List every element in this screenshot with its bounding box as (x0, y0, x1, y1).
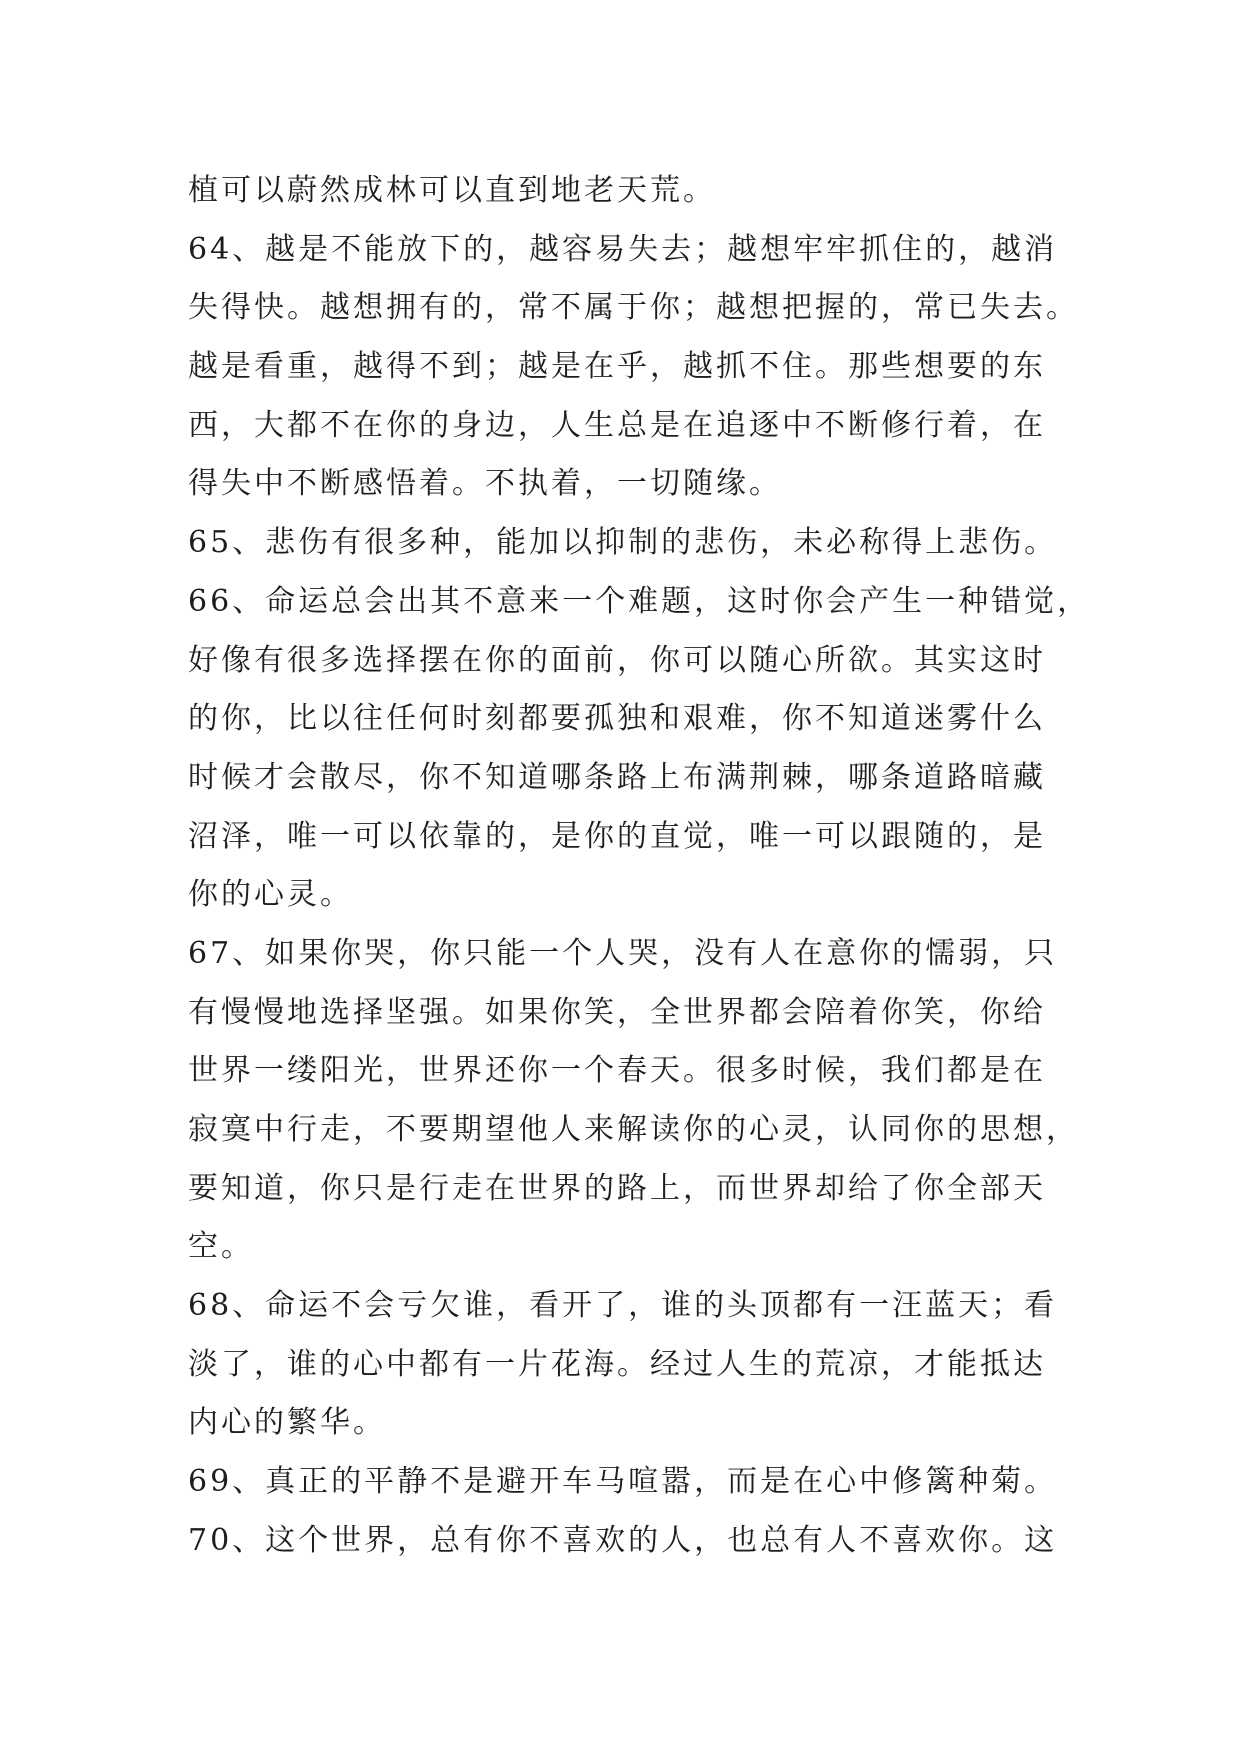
text-line: 世界一缕阳光，世界还你一个春天。很多时候，我们都是在 (188, 1053, 1046, 1089)
body-text (188, 162, 1091, 1571)
text-line: 好像有很多选择摆在你的面前，你可以随心所欲。其实这时 (188, 642, 1046, 678)
text-line: 有慢慢地选择坚强。如果你笑，全世界都会陪着你笑，你给 (188, 994, 1046, 1030)
text-line: 67、如果你哭，你只能一个人哭，没有人在意你的懦弱，只 (188, 935, 1058, 971)
text-line: 的你，比以往任何时刻都要孤独和艰难，你不知道迷雾什么 (188, 701, 1046, 737)
text-line: 你的心灵。 (188, 877, 353, 913)
text-line: 淡了，谁的心中都有一片花海。经过人生的荒凉，才能抵达 (188, 1346, 1046, 1382)
text-line: 沼泽，唯一可以依靠的，是你的直觉，唯一可以跟随的，是 (188, 818, 1046, 854)
text-line: 越是看重，越得不到；越是在乎，越抓不住。那些想要的东 (188, 349, 1046, 385)
text-line: 69、真正的平静不是避开车马喧嚣，而是在心中修篱种菊。 (188, 1464, 1058, 1500)
text-line: 内心的繁华。 (188, 1405, 386, 1441)
text-line: 64、越是不能放下的，越容易失去；越想牢牢抓住的，越消 (188, 231, 1058, 267)
text-line: 时候才会散尽，你不知道哪条路上布满荆棘，哪条道路暗藏 (188, 759, 1046, 795)
text-line: 要知道，你只是行走在世界的路上，而世界却给了你全部天 (188, 1170, 1046, 1206)
text-line: 68、命运不会亏欠谁，看开了，谁的头顶都有一汪蓝天；看 (188, 1288, 1058, 1324)
text-line: 得失中不断感悟着。不执着，一切随缘。 (188, 466, 782, 502)
text-line: 植可以蔚然成林可以直到地老天荒。 (188, 173, 716, 208)
text-line: 70、这个世界，总有你不喜欢的人，也总有人不喜欢你。这 (188, 1522, 1058, 1558)
text-line: 65、悲伤有很多种，能加以抑制的悲伤，未必称得上悲伤。 (188, 525, 1058, 561)
text-line: 西，大都不在你的身边，人生总是在追逐中不断修行着，在 (188, 407, 1046, 443)
text-line: 空。 (188, 1229, 254, 1265)
text-line: 失得快。越想拥有的，常不属于你；越想把握的，常已失去。 (188, 290, 1079, 326)
text-line: 寂寞中行走，不要期望他人来解读你的心灵，认同你的思想， (188, 1112, 1079, 1147)
text-line: 66、命运总会出其不意来一个难题，这时你会产生一种错觉， (188, 583, 1091, 619)
